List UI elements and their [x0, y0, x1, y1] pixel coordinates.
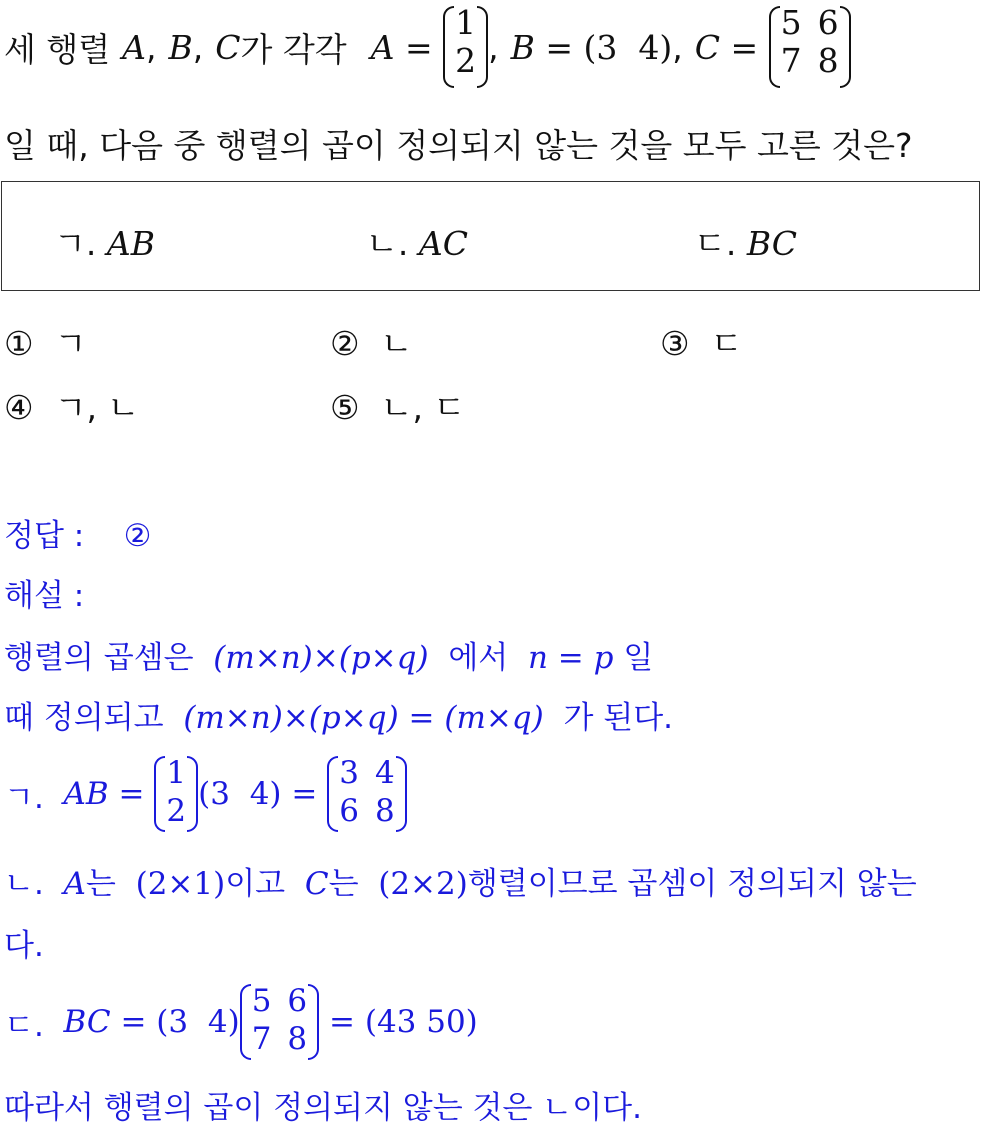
statement-b-label: ㄴ. [366, 224, 409, 263]
answer-label: 정답 : [4, 518, 85, 554]
rule-text-2: 에서 [448, 640, 509, 676]
rule-expr-1: (m×n)×(p×q) [213, 640, 429, 676]
item1-a-cell: 2 [166, 793, 187, 829]
statement-a [54, 218, 155, 265]
choice-3[interactable] [660, 318, 742, 365]
rule-expr-2: (m×n)×(p×q) = (m×q) [183, 700, 544, 736]
item3-c-cell: 8 [287, 1021, 308, 1057]
choice-number: ② [330, 324, 360, 363]
answer-value: ② [123, 518, 152, 554]
rule-text-4: 때 정의되고 [4, 700, 164, 736]
item1-b-cell: 4 [249, 776, 270, 812]
item3-label: ㄷ. [4, 1007, 44, 1044]
rule-line-2 [4, 692, 673, 737]
choice-2[interactable] [330, 318, 412, 365]
statement-b [366, 218, 468, 265]
choice-text: ㄷ [710, 324, 743, 363]
item1-result-matrix [327, 754, 406, 834]
rule-text-5: 가 된다. [563, 700, 674, 736]
matrix-c-cell: 6 [817, 3, 839, 42]
matrix-a-cell: 1 [455, 3, 477, 42]
choice-number: ① [4, 324, 34, 363]
matrix-b-cell: 3 [596, 27, 618, 67]
conclusion: 따라서 행렬의 곱이 정의되지 않는 것은 ㄴ이다. [4, 1090, 642, 1126]
solution-item-3: ㄷ. BC = ( 3 4 ) 5 6 7 8 = (43 50) [4, 980, 478, 1064]
choice-number: ③ [660, 324, 690, 363]
item1-matrix-a [154, 754, 198, 834]
item1-result-cell: 4 [374, 755, 395, 791]
answer-line [4, 510, 151, 555]
rule-line-1 [4, 632, 653, 677]
question-intro: 세 행렬 [4, 29, 111, 69]
statement-c-expr: BC [746, 224, 797, 263]
matrix-c-cell: 8 [817, 41, 839, 80]
item2-b: 는 [85, 866, 116, 902]
statement-b-expr: AC [418, 224, 468, 263]
item3-c-cell: 6 [287, 983, 308, 1019]
rule-text-1: 행렬의 곱셈은 [4, 640, 194, 676]
item3-c-cell: 5 [251, 983, 272, 1019]
item2-a: A [63, 866, 86, 902]
item1-label: ㄱ. [4, 779, 44, 816]
statement-a-expr: AB [106, 224, 155, 263]
rule-text-3: 일 [623, 640, 654, 676]
matrix-name-c: C [215, 27, 241, 67]
item2-f: 행렬이므로 곱셈이 정의되지 않는 [467, 866, 917, 902]
each-label: 가 각각 [240, 29, 347, 69]
statement-c [694, 218, 797, 265]
matrix-c-name: C [694, 27, 720, 67]
matrix-a-cell: 2 [455, 41, 477, 80]
item2-size-c: (2×2) [378, 866, 468, 902]
item3-expr: BC [63, 1004, 111, 1040]
matrix-a [443, 4, 488, 90]
item1-b-cell: 3 [210, 776, 230, 812]
solution-item-1: ㄱ. AB = 1 2 ( 3 4 ) = 3 4 6 8 [4, 752, 407, 836]
choice-1[interactable] [4, 318, 86, 365]
statement-box [1, 181, 980, 291]
item3-b-cell: 3 [168, 1004, 189, 1040]
choice-5[interactable] [330, 382, 465, 429]
explanation-label: 해설 : [4, 578, 85, 614]
statement-a-label: ㄱ. [54, 224, 97, 263]
item1-a-cell: 1 [166, 755, 187, 791]
item1-expr: AB [63, 776, 109, 812]
choice-text: ㄱ, ㄴ [54, 388, 140, 427]
choice-text: ㄱ [54, 324, 87, 363]
matrix-name-b: B [168, 27, 193, 67]
item3-b-cell: 4 [207, 1004, 228, 1040]
matrix-a-name: A [370, 27, 395, 67]
solution-item-2-cont: 다. [4, 928, 44, 964]
item2-size-a: (2×1) [135, 866, 226, 902]
item2-e: 는 [328, 866, 359, 902]
question-line-1: 세 행렬 A , B , C 가 각각 A = 1 2 , B = ( 3 4 ) , C = 5 6 7 8 [4, 2, 851, 92]
item1-result-cell: 3 [339, 755, 359, 791]
item2-c: 이고 [225, 866, 286, 902]
matrix-b-name: B [510, 27, 535, 67]
statement-c-label: ㄷ. [694, 224, 737, 263]
choice-number: ⑤ [330, 388, 360, 427]
matrix-b-cell: 4 [638, 27, 660, 67]
item3-result: (43 50) [364, 1004, 478, 1040]
item2-d: C [304, 866, 329, 902]
item3-matrix-c [240, 982, 319, 1062]
item2-label: ㄴ. [4, 866, 44, 902]
choice-text: ㄴ, ㄷ [380, 388, 466, 427]
solution-item-2 [4, 858, 917, 903]
item1-result-cell: 8 [374, 793, 395, 829]
question-line-2: 일 때, 다음 중 행렬의 곱이 정의되지 않는 것을 모두 고른 것은? [4, 126, 913, 165]
matrix-name-a: A [122, 27, 146, 67]
rule-condition: n = p [527, 640, 614, 676]
choice-text: ㄴ [380, 324, 413, 363]
matrix-c-cell: 7 [780, 41, 802, 80]
item3-c-cell: 7 [251, 1021, 272, 1057]
item1-result-cell: 6 [339, 793, 359, 829]
matrix-c-cell: 5 [780, 3, 802, 42]
choice-number: ④ [4, 388, 34, 427]
matrix-c [769, 4, 851, 90]
choice-4[interactable] [4, 382, 139, 429]
